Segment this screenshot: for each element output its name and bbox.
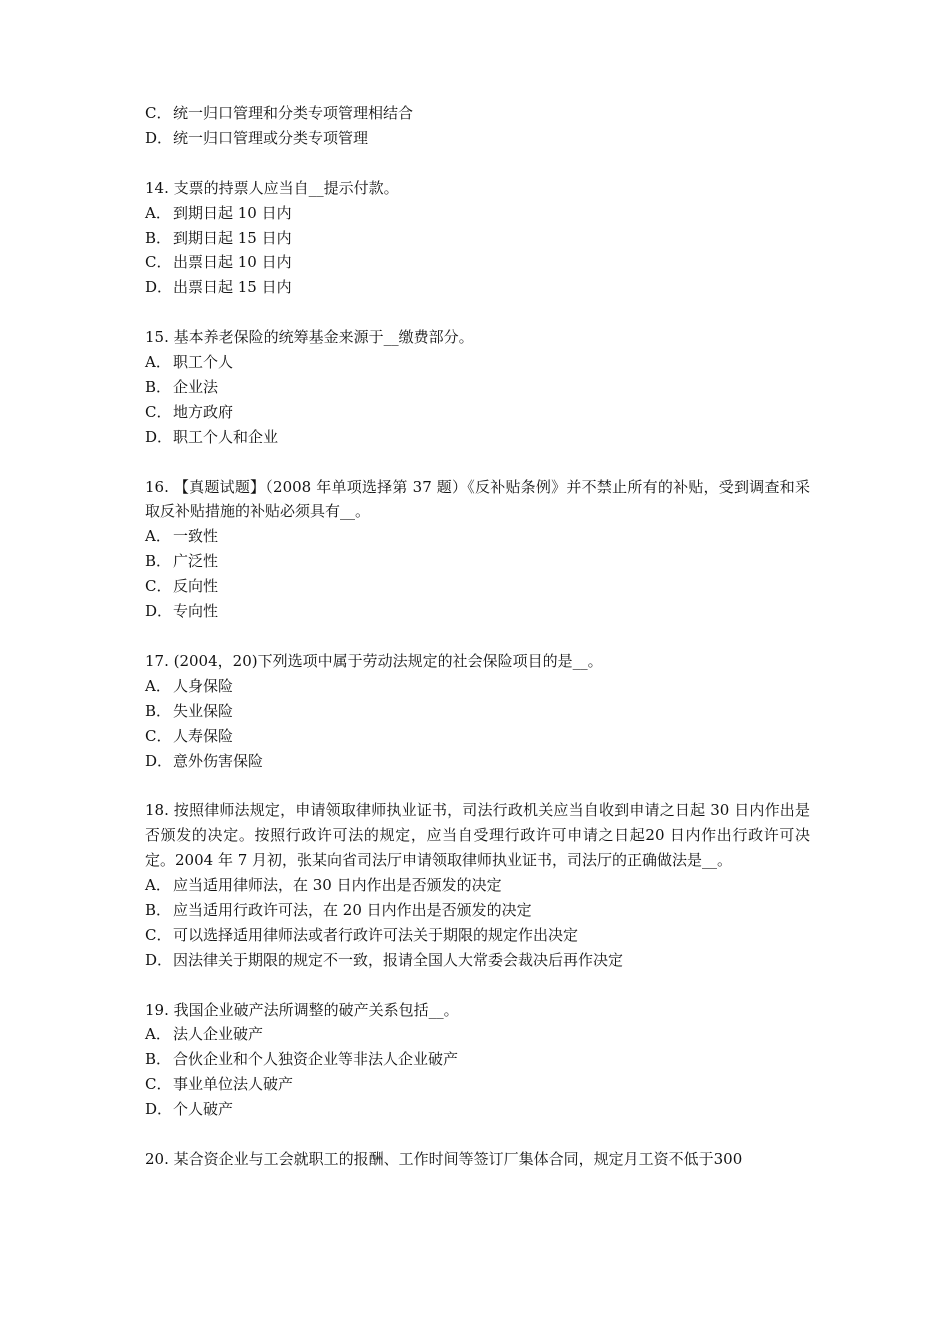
option-letter: D． bbox=[145, 427, 173, 446]
option-text: 到期日起 15 日内 bbox=[173, 228, 292, 247]
option-c bbox=[145, 1072, 810, 1097]
option-b bbox=[145, 375, 810, 400]
option-d bbox=[145, 425, 810, 450]
option-letter: C． bbox=[145, 577, 172, 596]
question-stem: 14. 支票的持票人应当自__提示付款。 bbox=[145, 178, 399, 197]
option-letter: A． bbox=[145, 676, 171, 695]
option-text: 企业法 bbox=[173, 377, 219, 396]
option-letter: A． bbox=[145, 527, 171, 546]
option-a bbox=[145, 524, 810, 549]
option-letter: D． bbox=[145, 751, 173, 770]
option-a bbox=[145, 1022, 810, 1047]
option-text: 地方政府 bbox=[173, 402, 234, 421]
option-c bbox=[145, 574, 810, 599]
option-text: 人寿保险 bbox=[173, 726, 234, 745]
option-text: 一致性 bbox=[173, 527, 219, 546]
question-15 bbox=[145, 325, 810, 450]
option-letter: B． bbox=[145, 552, 172, 571]
option-text: 意外伤害保险 bbox=[173, 751, 264, 770]
option-letter: C． bbox=[145, 726, 172, 745]
option-text: 因法律关于期限的规定不一致，报请全国人大常委会裁决后再作决定 bbox=[173, 950, 624, 969]
option-text: 个人破产 bbox=[173, 1100, 234, 1119]
option-letter: C． bbox=[145, 253, 172, 272]
question-16 bbox=[145, 475, 810, 624]
question-19 bbox=[145, 998, 810, 1123]
option-d bbox=[145, 275, 810, 300]
question-stem: 18. 按照律师法规定，申请领取律师执业证书，司法行政机关应当自收到申请之日起 30 日内作出是否颁发的决定。按照行政许可法的规定，应当自受理行政许可申请之日起20 日内作出行政许可决定。2004 年 7 月初，张某向省司法厅申请领取律师执业证书，司法厅的正确做法是__。 bbox=[145, 801, 810, 870]
option-a bbox=[145, 873, 810, 898]
option-text: 可以选择适用律师法或者行政许可法关于期限的规定作出决定 bbox=[173, 925, 579, 944]
option-text: 专向性 bbox=[173, 602, 219, 621]
option-letter: D． bbox=[145, 950, 173, 969]
option-letter: A． bbox=[145, 1025, 171, 1044]
option-text: 人身保险 bbox=[173, 676, 234, 695]
option-b bbox=[145, 898, 810, 923]
option-letter: C． bbox=[145, 925, 172, 944]
option-letter: A． bbox=[145, 876, 171, 895]
option-c bbox=[145, 923, 810, 948]
option-letter: C． bbox=[145, 402, 172, 421]
option-text: 统一归口管理或分类专项管理 bbox=[173, 128, 369, 147]
question-14 bbox=[145, 176, 810, 301]
option-b bbox=[145, 1047, 810, 1072]
option-text: 应当适用行政许可法，在 20 日内作出是否颁发的决定 bbox=[173, 900, 532, 919]
option-text: 失业保险 bbox=[173, 701, 234, 720]
question-stem: 19. 我国企业破产法所调整的破产关系包括__。 bbox=[145, 1000, 459, 1019]
question-17 bbox=[145, 649, 810, 774]
question-stem: 15. 基本养老保险的统筹基金来源于__缴费部分。 bbox=[145, 328, 474, 347]
option-letter: A． bbox=[145, 203, 171, 222]
option-letter: D． bbox=[145, 602, 173, 621]
option-letter: B． bbox=[145, 701, 172, 720]
option-letter: D． bbox=[145, 278, 173, 297]
option-a bbox=[145, 201, 810, 226]
option-text: 统一归口管理和分类专项管理相结合 bbox=[173, 104, 414, 122]
option-a bbox=[145, 350, 810, 375]
option-text: 出票日起 15 日内 bbox=[173, 278, 292, 297]
option-letter: B． bbox=[145, 900, 172, 919]
option-text: 法人企业破产 bbox=[173, 1025, 264, 1044]
question-13-tail bbox=[145, 101, 810, 151]
option-text: 到期日起 10 日内 bbox=[173, 203, 292, 222]
option-letter: B． bbox=[145, 377, 172, 396]
option-text: 出票日起 10 日内 bbox=[173, 253, 292, 272]
option-d bbox=[145, 126, 810, 151]
option-c bbox=[145, 250, 810, 275]
option-text: 职工个人 bbox=[173, 353, 234, 372]
question-stem: 16. 【真题试题】（2008 年单项选择第 37 题）《反补贴条例》并不禁止所有的补贴，受到调查和采取反补贴措施的补贴必须具有__。 bbox=[145, 477, 810, 521]
option-b bbox=[145, 699, 810, 724]
option-c bbox=[145, 724, 810, 749]
option-text: 广泛性 bbox=[173, 552, 219, 571]
option-d bbox=[145, 749, 810, 774]
option-text: 反向性 bbox=[173, 577, 219, 596]
option-a bbox=[145, 674, 810, 699]
option-letter: B． bbox=[145, 228, 172, 247]
document-page bbox=[145, 101, 810, 1197]
question-stem: 17. (2004，20)下列选项中属于劳动法规定的社会保险项目的是__。 bbox=[145, 651, 603, 670]
question-stem: 20. 某合资企业与工会就职工的报酬、工作时间等签订厂集体合同，规定月工资不低于300 bbox=[145, 1149, 743, 1168]
option-d bbox=[145, 948, 810, 973]
option-letter: D． bbox=[145, 128, 173, 147]
option-c bbox=[145, 400, 810, 425]
option-b bbox=[145, 549, 810, 574]
option-letter: C． bbox=[145, 104, 172, 122]
question-20 bbox=[145, 1147, 810, 1172]
option-letter: B． bbox=[145, 1050, 172, 1069]
question-18 bbox=[145, 798, 810, 972]
option-c bbox=[145, 101, 810, 126]
option-b bbox=[145, 226, 810, 251]
option-d bbox=[145, 1097, 810, 1122]
option-text: 事业单位法人破产 bbox=[173, 1075, 294, 1094]
option-text: 合伙企业和个人独资企业等非法人企业破产 bbox=[173, 1050, 459, 1069]
option-letter: A． bbox=[145, 353, 171, 372]
option-d bbox=[145, 599, 810, 624]
option-letter: C． bbox=[145, 1075, 172, 1094]
option-letter: D． bbox=[145, 1100, 173, 1119]
option-text: 职工个人和企业 bbox=[173, 427, 279, 446]
option-text: 应当适用律师法，在 30 日内作出是否颁发的决定 bbox=[173, 876, 502, 895]
